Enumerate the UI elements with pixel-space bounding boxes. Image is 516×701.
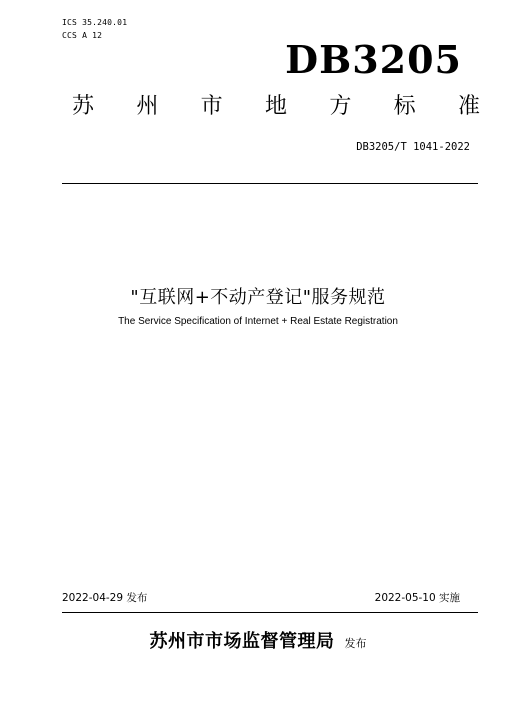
title-char: 方 — [329, 94, 352, 119]
title-char: 州 — [136, 94, 159, 119]
ccs-code: CCS A 12 — [62, 31, 103, 40]
issuer-line — [0, 628, 516, 656]
title-char: 市 — [200, 94, 223, 119]
implement-date: 2022-05-10 实施 — [374, 592, 460, 604]
title-char: 苏 — [72, 94, 95, 119]
bottom-divider — [62, 612, 478, 613]
standard-type-title — [72, 92, 480, 122]
issuing-authority: 苏州市市场监督管理局 — [149, 631, 335, 652]
standard-number: DB3205/T 1041-2022 — [356, 141, 470, 153]
ics-code: ICS 35.240.01 — [62, 18, 128, 27]
top-divider — [62, 183, 478, 184]
document-title-chinese: "互联网+不动产登记"服务规范 — [130, 287, 386, 308]
title-char: 地 — [264, 94, 287, 119]
issue-label: 发布 — [344, 637, 367, 650]
standard-code: DB3205 — [285, 37, 462, 82]
publish-date: 2022-04-29 发布 — [62, 592, 148, 604]
document-title-english: The Service Specification of Internet + Real Estate Registration — [118, 316, 398, 327]
title-char: 标 — [393, 94, 416, 119]
title-char: 准 — [457, 94, 480, 119]
